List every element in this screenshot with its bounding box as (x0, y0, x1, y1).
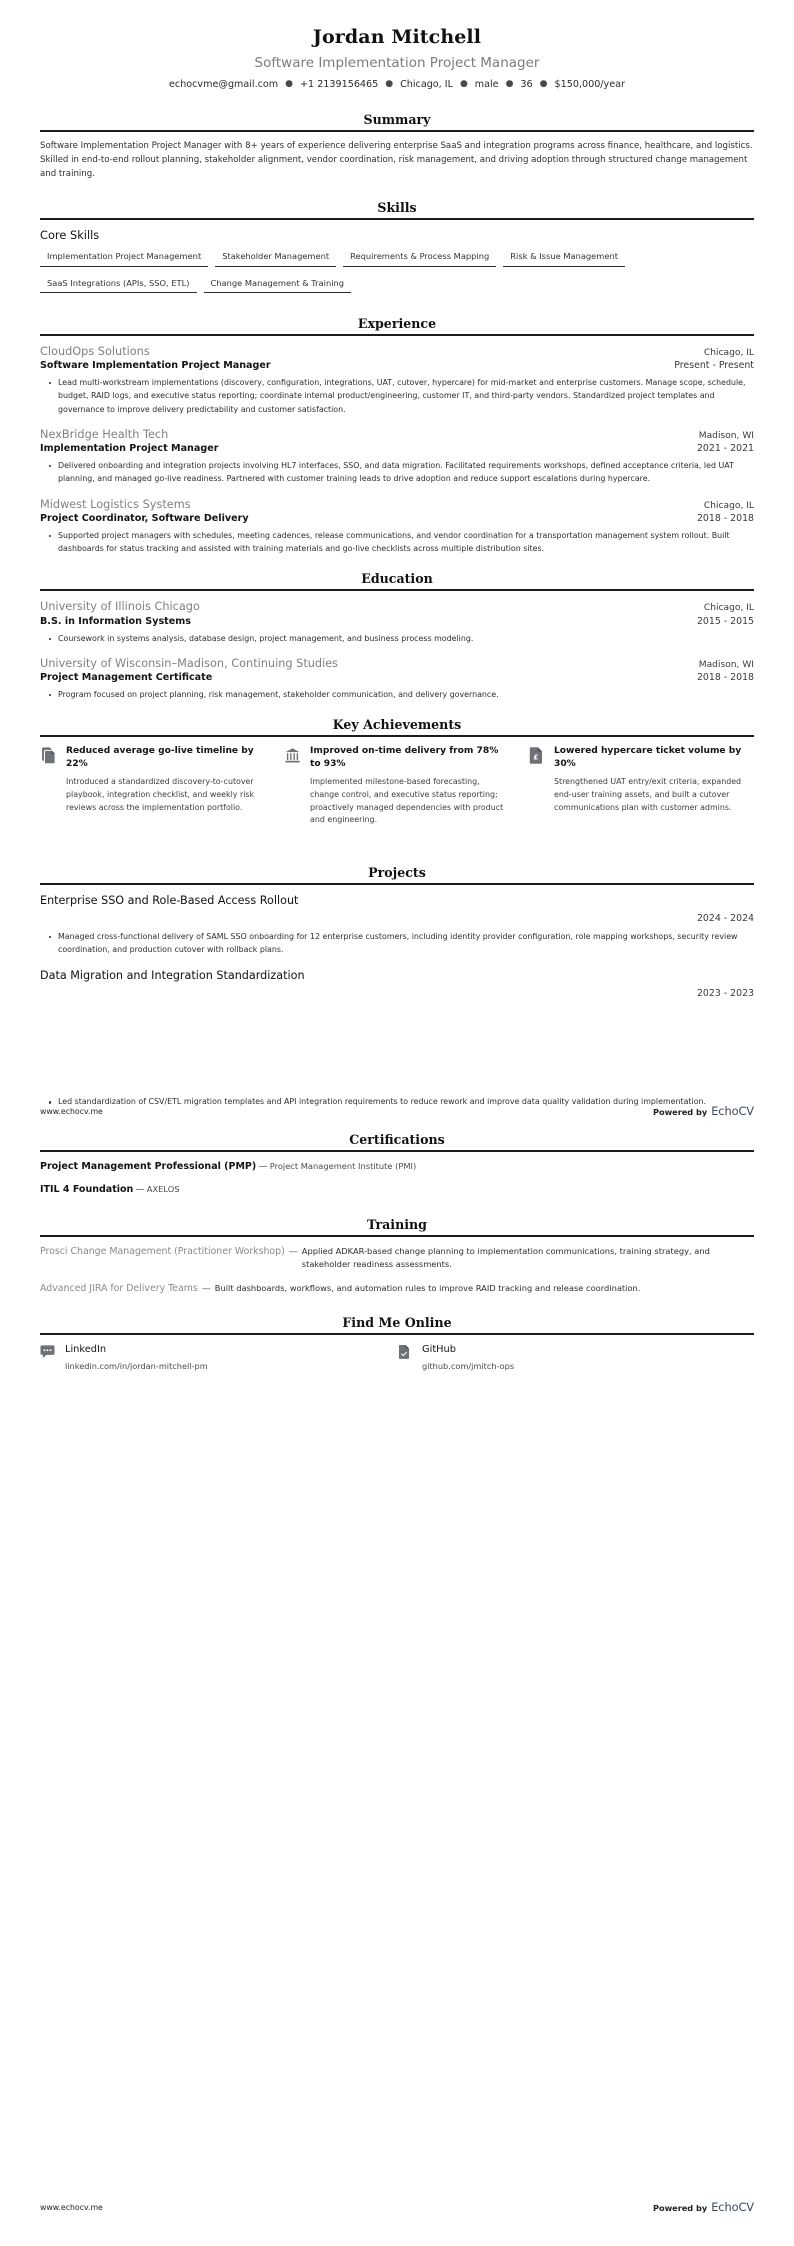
skill-tag[interactable]: Risk & Issue Management (503, 249, 625, 266)
footer-branding (653, 1104, 754, 1118)
resume-header (40, 0, 754, 90)
key-achievement-body (310, 745, 510, 827)
key-achievement-title: Lowered hypercare ticket volume by 30% (554, 746, 742, 770)
contact-email: echocvme@gmail.com (169, 79, 279, 91)
project-entry (40, 893, 754, 956)
contact-phone: +1 2139156465 (300, 79, 379, 91)
skill-tag[interactable]: SaaS Integrations (APIs, SSO, ETL) (40, 276, 197, 293)
page-title: Jordan Mitchell (312, 26, 482, 48)
header-job-title: Software Implementation Project Manager (254, 54, 540, 71)
experience-role: Software Implementation Project Manager (40, 360, 271, 372)
experience-role-row (40, 512, 754, 526)
chat-bubble-icon (40, 1344, 55, 1360)
contact-separator-icon: ● (539, 78, 548, 89)
experience-dates: Present - Present (674, 360, 754, 372)
training-separator: — (201, 1283, 211, 1294)
experience-bullets (40, 529, 754, 556)
skill-tag-list (40, 249, 754, 302)
list-item: Coursework in systems analysis, database design, project management, and business process modeling. (51, 632, 754, 645)
section-divider (40, 735, 754, 737)
experience-bullets (40, 459, 754, 486)
link-label: LinkedIn (65, 1343, 107, 1355)
training-item (40, 1245, 754, 1272)
footer-branding (653, 2200, 754, 2214)
section-title-projects: Projects (368, 865, 426, 881)
key-achievement-item (284, 745, 510, 827)
key-achievements-grid (40, 745, 754, 827)
project-title: Enterprise SSO and Role-Based Access Rollout (40, 894, 299, 908)
contact-location: Chicago, IL (400, 79, 453, 91)
section-certifications (40, 1132, 754, 1197)
contact-separator-icon: ● (285, 78, 293, 89)
certification-name: ITIL 4 Foundation (40, 1184, 134, 1196)
link-item-github[interactable] (397, 1343, 754, 1371)
project-entry (40, 968, 754, 1108)
skill-tag[interactable]: Implementation Project Management (40, 249, 208, 266)
experience-location: Chicago, IL (703, 500, 754, 511)
education-degree-row (40, 615, 754, 629)
section-divider (40, 883, 754, 885)
key-achievement-description: Introduced a standardized discovery-to-cutover playbook, integration checklist, and weekly risk reviews across the implementation portfolio. (66, 777, 255, 812)
experience-company: NexBridge Health Tech (40, 427, 169, 441)
footer-powered-by-label: Powered by (652, 2203, 708, 2213)
footer-brand-name: EchoCV (711, 2200, 754, 2214)
education-org-row (40, 599, 754, 614)
section-projects (40, 865, 754, 1108)
education-entry (40, 656, 754, 701)
section-divider (40, 130, 754, 132)
education-org-row (40, 656, 754, 671)
education-degree-row (40, 671, 754, 685)
section-find-me-online (40, 1315, 754, 1371)
footer-brand-name: EchoCV (711, 1104, 754, 1118)
svg-text:£: £ (533, 752, 539, 762)
link-url[interactable]: linkedin.com/in/jordan-mitchell-pm (65, 1360, 208, 1371)
skill-tag[interactable]: Requirements & Process Mapping (343, 249, 496, 266)
experience-org-row (40, 344, 754, 359)
list-item: Lead multi-workstream implementations (discovery, configuration, integrations, UAT, cutover, hypercare) for mid-market and enterprise customers. Manage scope, schedule, budget, RAID logs, and executive status reporting; coordinate internal product/engineering, customer IT, and third-party vendors. Standardized project templates and governance to improve delivery predictability and customer satisfaction. (51, 376, 754, 416)
copy-documents-icon (40, 746, 57, 765)
key-achievement-item (528, 745, 754, 827)
section-title-education: Education (361, 571, 433, 587)
section-title-certifications: Certifications (349, 1132, 445, 1148)
education-location: Madison, WI (698, 659, 754, 670)
key-achievement-body (66, 745, 266, 814)
list-item: Delivered onboarding and integration projects involving HL7 interfaces, SSO, and data migration. Facilitated requirements workshops, defined acceptance criteria, led UAT planning, and managed go-live readiness. Partnered with customer training leads to drive adoption and reduce support escalations during hypercare. (51, 459, 754, 486)
section-education (40, 571, 754, 701)
section-training (40, 1217, 754, 1295)
section-title-experience: Experience (357, 315, 437, 331)
training-description: Built dashboards, workflows, and automation rules to improve RAID tracking and release coordination. (214, 1282, 641, 1293)
education-dates: 2015 - 2015 (696, 615, 754, 627)
contact-age: 36 (520, 79, 533, 91)
section-summary (40, 112, 754, 182)
contact-separator-icon: ● (505, 78, 514, 89)
experience-entry (40, 344, 754, 416)
section-divider (40, 1150, 754, 1152)
skill-tag[interactable]: Stakeholder Management (215, 249, 336, 266)
list-item: Program focused on project planning, risk management, stakeholder communication, and delivery governance. (51, 688, 754, 701)
experience-entry (40, 497, 754, 556)
project-dates: 2023 - 2023 (696, 988, 754, 1000)
section-experience (40, 316, 754, 555)
certification-item (40, 1160, 754, 1174)
education-bullets (40, 688, 754, 701)
summary-text: Software Implementation Project Manager with 8+ years of experience delivering enterprise SaaS and integration programs across finance, healthcare, and logistics. Skilled in end-to-end rollout planning, stakeholder alignment, vendor coordination, risk management, and driving adoption through structured change management and training. (40, 141, 753, 180)
section-divider (40, 1235, 754, 1237)
certification-item (40, 1183, 754, 1197)
experience-location: Chicago, IL (703, 347, 754, 358)
section-divider (40, 589, 754, 591)
training-description: Applied ADKAR-based change planning to implementation communications, training strategy, and stakeholder readiness assessments. (301, 1245, 710, 1270)
training-item (40, 1282, 754, 1295)
list-item: Supported project managers with schedules, meeting cadences, release communications, and vendor coordination for a transportation management system rollout. Built dashboards for status tracking and assisted with training materials and go-live checklists across multiple distribution sites. (51, 529, 754, 556)
education-entry (40, 599, 754, 644)
contact-gender: male (474, 79, 499, 91)
section-title-key-achievements: Key Achievements (332, 717, 462, 733)
key-achievement-description: Implemented milestone-based forecasting, change control, and executive status reporting; proactively managed dependencies with product and engineering. (310, 777, 504, 825)
bank-institution-icon (284, 746, 301, 765)
experience-role: Implementation Project Manager (40, 443, 219, 455)
section-title-skills: Skills (377, 200, 417, 216)
certification-separator: — (258, 1161, 268, 1173)
education-school: University of Wisconsin–Madison, Continuing Studies (40, 656, 339, 670)
experience-entry (40, 427, 754, 486)
footer-url[interactable]: www.echocv.me (40, 1106, 103, 1116)
key-achievement-title: Reduced average go-live timeline by 22% (66, 746, 254, 770)
section-title-find-me-online: Find Me Online (342, 1314, 452, 1330)
experience-org-row (40, 497, 754, 512)
section-divider (40, 218, 754, 220)
project-title: Data Migration and Integration Standardization (40, 969, 305, 983)
contact-salary: $150,000/year (554, 79, 625, 91)
education-school: University of Illinois Chicago (40, 600, 200, 614)
key-achievement-description: Strengthened UAT entry/exit criteria, expanded end-user training assets, and built a cutover communications plan with customer admins. (554, 777, 742, 812)
page-footer (40, 1104, 754, 1118)
certification-name: Project Management Professional (PMP) (40, 1161, 257, 1173)
footer-powered-by-label: Powered by (652, 1107, 708, 1117)
experience-company: Midwest Logistics Systems (40, 497, 191, 511)
certification-issuer: AXELOS (146, 1184, 180, 1195)
certification-separator: — (135, 1184, 145, 1196)
key-achievement-item (40, 745, 266, 827)
education-location: Chicago, IL (703, 603, 754, 614)
experience-role-row (40, 359, 754, 373)
link-url[interactable]: github.com/jmitch-ops (422, 1360, 515, 1371)
skill-tag[interactable]: Change Management & Training (204, 276, 352, 293)
experience-dates: 2018 - 2018 (696, 512, 754, 524)
footer-url[interactable]: www.echocv.me (40, 2202, 103, 2212)
link-label: GitHub (422, 1343, 456, 1355)
link-item-linkedin[interactable] (40, 1343, 397, 1371)
links-grid (40, 1343, 754, 1371)
skill-group-name: Core Skills (40, 228, 100, 243)
key-achievement-body (554, 745, 754, 814)
contact-line (40, 79, 754, 90)
experience-role-row (40, 442, 754, 456)
section-divider (40, 334, 754, 336)
education-bullets (40, 632, 754, 645)
training-separator: — (288, 1246, 298, 1257)
section-key-achievements (40, 717, 754, 827)
key-achievement-title: Improved on-time delivery from 78% to 93% (310, 746, 499, 770)
document-check-icon (397, 1344, 412, 1360)
education-degree: Project Management Certificate (40, 672, 213, 684)
section-title-training: Training (367, 1216, 427, 1232)
section-title-summary: Summary (363, 112, 431, 128)
education-degree: B.S. in Information Systems (40, 615, 191, 627)
project-dates: 2024 - 2024 (696, 912, 754, 924)
education-dates: 2018 - 2018 (696, 672, 754, 684)
experience-role: Project Coordinator, Software Delivery (40, 512, 249, 524)
link-body (422, 1343, 514, 1371)
certification-issuer: Project Management Institute (PMI) (269, 1161, 417, 1172)
experience-company: CloudOps Solutions (40, 344, 150, 358)
page-footer (40, 2200, 754, 2214)
section-skills (40, 200, 754, 302)
experience-dates: 2021 - 2021 (696, 443, 754, 455)
contact-separator-icon: ● (459, 78, 468, 89)
list-item: Managed cross-functional delivery of SAML SSO onboarding for 12 enterprise customers, including identity provider configuration, role mapping workshops, security review coordination, and production cutover with rollback plans. (51, 930, 754, 957)
training-name: Advanced JIRA for Delivery Teams (40, 1282, 198, 1294)
training-name: Prosci Change Management (Practitioner Workshop) (40, 1245, 285, 1257)
experience-bullets (40, 376, 754, 416)
section-divider (40, 1333, 754, 1335)
contact-separator-icon: ● (385, 78, 394, 89)
document-currency-icon (528, 746, 545, 765)
list-item: Led standardization of CSV/ETL migration templates and API integration requirements to reduce rework and improve data quality validation during implementation. (51, 1095, 754, 1108)
project-bullets (40, 930, 754, 957)
experience-org-row (40, 427, 754, 442)
link-body (65, 1343, 208, 1371)
experience-location: Madison, WI (698, 430, 754, 441)
